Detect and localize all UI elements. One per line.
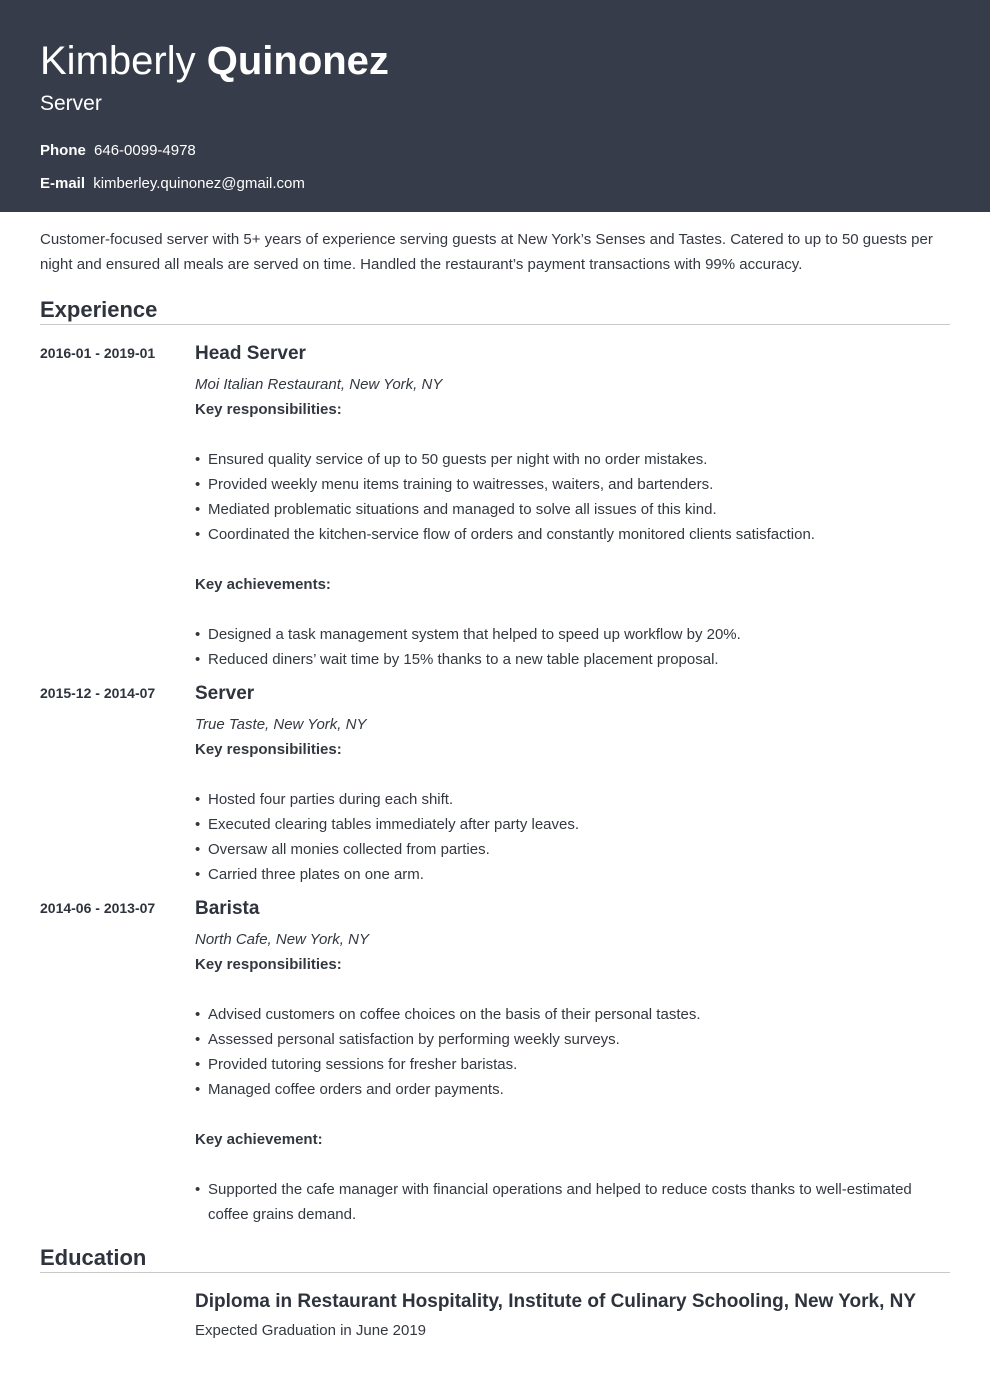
education-heading-text: Education xyxy=(40,1245,147,1270)
entry-body xyxy=(195,340,950,672)
list-item: • Reduced diners’ wait time by 15% thanks to a new table placement proposal. xyxy=(195,647,950,672)
entry-company: North Cafe, New York, NY xyxy=(195,931,369,948)
education-heading xyxy=(40,1244,950,1273)
responsibilities-list xyxy=(195,447,950,547)
entry-dates: 2015-12 - 2014-07 xyxy=(40,685,156,701)
phone-label: Phone xyxy=(40,142,86,159)
entry-title: Barista xyxy=(195,898,260,919)
entry-body xyxy=(195,895,950,1227)
list-item: • Provided tutoring sessions for fresher baristas. xyxy=(195,1052,950,1077)
candidate-name xyxy=(40,38,389,84)
education-note: Expected Graduation in June 2019 xyxy=(195,1322,426,1339)
job-title: Server xyxy=(40,92,102,115)
entry-title: Head Server xyxy=(195,343,306,364)
entry-title: Server xyxy=(195,683,255,704)
responsibilities-list xyxy=(195,787,950,887)
list-item: • Coordinated the kitchen-service flow of orders and constantly monitored clients satisfaction. xyxy=(195,522,950,547)
email-row xyxy=(40,174,305,194)
experience-heading xyxy=(40,296,950,325)
entry-body xyxy=(195,680,950,887)
list-item: • Mediated problematic situations and managed to solve all issues of this kind. xyxy=(195,497,950,522)
phone-value: 646-0099-4978 xyxy=(94,142,196,159)
responsibilities-list xyxy=(195,1002,950,1102)
email-value: kimberley.quinonez@gmail.com xyxy=(93,175,305,192)
list-item: • Ensured quality service of up to 50 guests per night with no order mistakes. xyxy=(195,447,950,472)
resume-header xyxy=(0,0,990,212)
list-item: • Carried three plates on one arm. xyxy=(195,862,950,887)
entry-dates: 2016-01 - 2019-01 xyxy=(40,345,156,361)
achievements-label: Key achievements: xyxy=(195,576,331,593)
entry-dates: 2014-06 - 2013-07 xyxy=(40,900,156,916)
responsibilities-label: Key responsibilities: xyxy=(195,741,342,758)
entry-company: True Taste, New York, NY xyxy=(195,716,367,733)
list-item: • Supported the cafe manager with financial operations and helped to reduce costs thanks to well-estimated coffee grains demand. xyxy=(195,1177,950,1227)
list-item: • Executed clearing tables immediately after party leaves. xyxy=(195,812,950,837)
education-body xyxy=(195,1288,950,1343)
last-name: Quinonez xyxy=(206,39,389,83)
list-item: • Advised customers on coffee choices on the basis of their personal tastes. xyxy=(195,1002,950,1027)
profile-summary: Customer-focused server with 5+ years of experience serving guests at New York’s Senses and Tastes. Catered to up to 50 guests per night and ensured all meals are served on time. Handled the restaurant’s payment transactions with 99% accuracy. xyxy=(40,231,933,273)
list-item: • Hosted four parties during each shift. xyxy=(195,787,950,812)
achievements-list xyxy=(195,1177,950,1227)
email-label: E-mail xyxy=(40,175,86,192)
phone-row xyxy=(40,141,196,161)
list-item: • Managed coffee orders and order payments. xyxy=(195,1077,950,1102)
experience-heading-text: Experience xyxy=(40,297,158,322)
education-degree: Diploma in Restaurant Hospitality, Institute of Culinary Schooling, New York, NY xyxy=(195,1291,917,1312)
list-item: • Designed a task management system that helped to speed up workflow by 20%. xyxy=(195,622,950,647)
responsibilities-label: Key responsibilities: xyxy=(195,956,342,973)
list-item: • Oversaw all monies collected from parties. xyxy=(195,837,950,862)
achievements-label: Key achievement: xyxy=(195,1131,323,1148)
achievements-list xyxy=(195,622,950,672)
entry-company: Moi Italian Restaurant, New York, NY xyxy=(195,376,443,393)
list-item: • Provided weekly menu items training to waitresses, waiters, and bartenders. xyxy=(195,472,950,497)
responsibilities-label: Key responsibilities: xyxy=(195,401,342,418)
first-name: Kimberly xyxy=(40,39,196,83)
list-item: • Assessed personal satisfaction by performing weekly surveys. xyxy=(195,1027,950,1052)
